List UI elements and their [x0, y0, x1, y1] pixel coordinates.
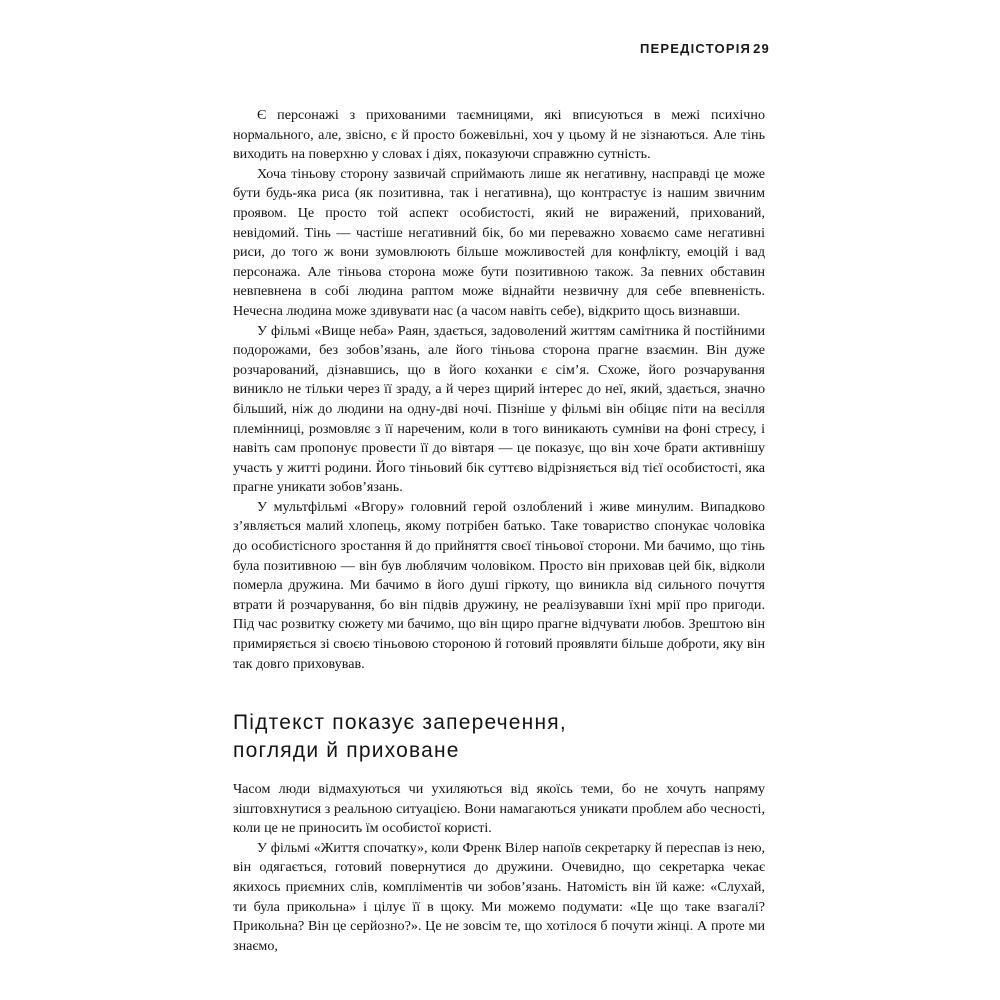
paragraph: Часом люди відмахуються чи ухиляються від якоїсь теми, бо не хочуть напряму зіштовхнутися з реальною ситуацією. Вони намагаються уникати проблем або чесності, коли це не приносить їм особистої користі. [233, 781, 765, 837]
paragraph: Є персонажі з прихованими таємницями, які вписуються в межі психічно нормального, але, звісно, є й просто божевільні, хоч у цьому й не зізнаються. Але тінь виходить на поверхню у словах і діях, показуючи справжню сутність. [233, 107, 765, 163]
paragraph: У фільмі «Вище неба» Раян, здається, задоволений життям самітника й постійними подорожами, без зобов’язань, але його тіньова сторона прагне взаємин. Він дуже розчарований, дізнавшись, що в його коханки є сім’я. Схоже, його розчарування виникло не тільки через її зраду, а й через щирий інтерес до неї, який, здається, значно більший, ніж до людини на одну-дві ночі. Пізніше у фільмі він обіцяє піти на весілля племінниці, розмовляє з її нареченим, коли в того виникають сумніви на фоні стресу, і навіть сам пропонує провести її до вівтаря — це показує, що він хоче брати активнішу участь у житті родини. Його тіньовий бік суттєво відрізняється від тієї особистості, яка прагне уникати зобов’язань. [233, 322, 765, 496]
section-heading [233, 709, 773, 765]
paragraph: У мультфільмі «Вгору» головний герой озлоблений і живе минулим. Випадково з’являється малий хлопець, якому потрібен батько. Таке товариство спонукає чоловіка до особистісного зростання й до прийняття своєї тіньової сторони. Ми бачимо, що тінь була позитивною — він був люблячим чоловіком. Просто він приховав цей бік, відколи померла дружина. Ми бачимо в його душі гіркоту, що виникла від сильного почуття втрати й розчарування, бо він підвів дружину, не реалізувавши їхні мрії про пригоди. Під час розвитку сюжету ми бачимо, що він щиро прагне відчувати любов. Зрештою він примиряється зі своєю тіньовою стороною й готовий проявляти більше доброти, яку він так довго приховував. [233, 498, 765, 672]
page-number: 29 [753, 40, 770, 56]
section-heading-line: Підтекст показує заперечення, [233, 711, 567, 734]
section-heading-line: погляди й приховане [233, 739, 460, 762]
paragraph: У фільмі «Життя спочатку», коли Френк Вілер напоїв секретарку й переспав із нею, він одягається, готовий повернутися до дружини. Очевидно, що секретарка чекає якихось приємних слів, компліментів чи зобов’язань. Натомість він їй каже: «Слухай, ти була прикольна» і цілує її в щоку. Ми можемо подумати: «Це що таке взагалі? Прикольна? Він це серйозно?». Це не зовсім те, що хотілося б почути жінці. А проте ми знаємо, [233, 839, 765, 954]
body-text-top [233, 106, 765, 674]
paragraph: Хоча тіньову сторону зазвичай сприймають лише як негативну, насправді це може бути будь-яка риса (як позитивна, так і негативна), що контрастує із нашим звичним проявом. Це просто той аспект особистості, який не виражений, прихований, невідомий. Тінь — частіше негативний бік, бо ми переважно ховаємо саме негативні риси, до того ж вони зумовлюють більше можливостей для конфлікту, емоцій і вад персонажа. Але тіньова сторона може бути позитивною також. За певних обставин невпевнена в собі людина раптом може віднайти незвичну для себе впевненість. Нечесна людина може здивувати нас (а часом навіть себе), відкрито щось визнавши. [233, 165, 765, 319]
running-head-section-title: ПЕРЕДІСТОРІЯ [640, 40, 752, 56]
running-head [640, 38, 770, 58]
body-text-bottom [233, 780, 765, 956]
